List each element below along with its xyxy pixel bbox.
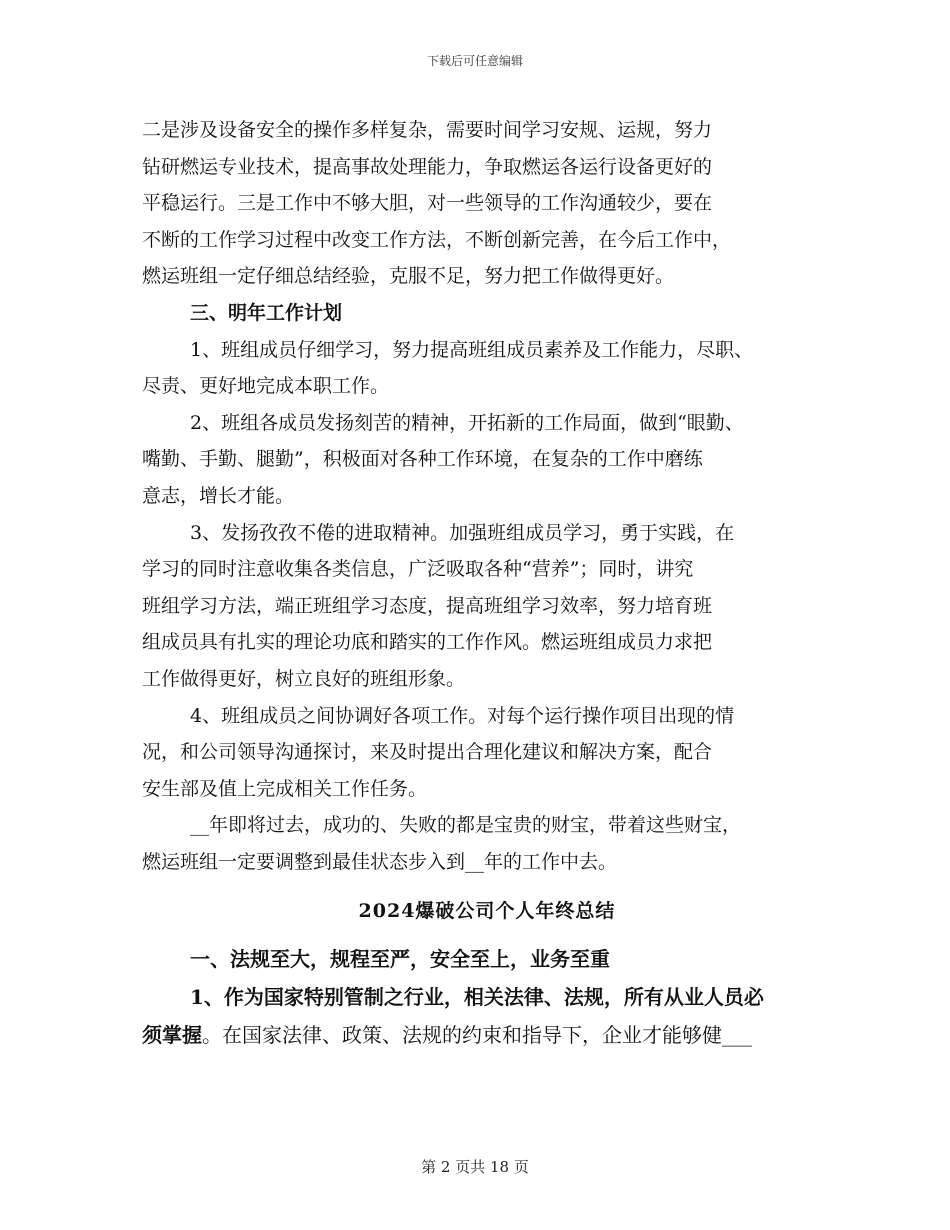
text-line: 嘴勤、手勤、腿勤”，积极面对各种工作环境，在复杂的工作中磨练: [142, 448, 703, 471]
text-line: 组成员具有扎实的理论功底和踏实的工作作风。燃运班组成员力求把: [142, 631, 713, 654]
text-line: 况，和公司领导沟通探讨，来及时提出合理化建议和解决方案，配合: [142, 741, 713, 764]
page-footer: 第 2 页共 18 页: [421, 1158, 529, 1176]
text-line: 1、作为国家特别管制之行业，相关法律、法规，所有从业人员必: [190, 985, 764, 1010]
text-line: 3、发扬孜孜不倦的进取精神。加强班组成员学习，勇于实践，在: [190, 521, 735, 544]
text-line: 工作做得更好，树立良好的班组形象。: [142, 667, 466, 690]
page-header: 下载后可任意编辑: [426, 54, 523, 68]
text-line: 不断的工作学习过程中改变工作方法，不断创新完善，在今后工作中，: [142, 228, 732, 251]
text-line: 4、班组成员之间协调好各项工作。对每个运行操作项目出现的情: [190, 704, 735, 727]
text-line: 班组学习方法，端正班组学习态度，提高班组学习效率，努力培育班: [142, 594, 713, 617]
document-body: [142, 112, 832, 1054]
text-line: 钻研燃运专业技术，提高事故处理能力，争取燃运各运行设备更好的: [142, 155, 713, 178]
bold-text: 须掌握: [142, 1023, 202, 1048]
text-line: 学习的同时注意收集各类信息，广泛吸取各种“营养”；同时，讲究: [142, 558, 694, 581]
section-heading-plan: 三、明年工作计划: [190, 301, 343, 324]
text-line: 二是涉及设备安全的操作多样复杂，需要时间学习安规、运规，努力: [142, 119, 713, 141]
text-line: 意志，增长才能。: [142, 484, 295, 507]
text-line: 尽责、更好地完成本职工作。: [142, 375, 390, 398]
text-line: 安生部及值上完成相关工作任务。: [142, 777, 428, 800]
text-line: 平稳运行。三是工作中不够大胆，对一些领导的工作沟通较少，要在: [142, 192, 713, 215]
text-line: __年即将过去，成功的、失败的都是宝贵的财宝，带着这些财宝，: [190, 814, 742, 837]
section-heading-regulations: 一、法规至大，规程至严，安全至上，业务至重: [190, 947, 610, 972]
text-line: 燃运班组一定仔细总结经验，克服不足，努力把工作做得更好。: [142, 265, 675, 288]
text-line-mixed: [142, 1016, 832, 1054]
plain-text: 。在国家法律、政策、法规的约束和指导下，企业才能够健___: [202, 1023, 752, 1048]
text-line: 2、班组各成员发扬刻苦的精神，开拓新的工作局面，做到“眼勤、: [190, 411, 744, 434]
document-title: 2024爆破公司个人年终总结: [358, 900, 616, 923]
text-line: 燃运班组一定要调整到最佳状态步入到__年的工作中去。: [142, 850, 618, 873]
text-line: 1、班组成员仔细学习，努力提高班组成员素养及工作能力，尽职、: [190, 338, 754, 361]
